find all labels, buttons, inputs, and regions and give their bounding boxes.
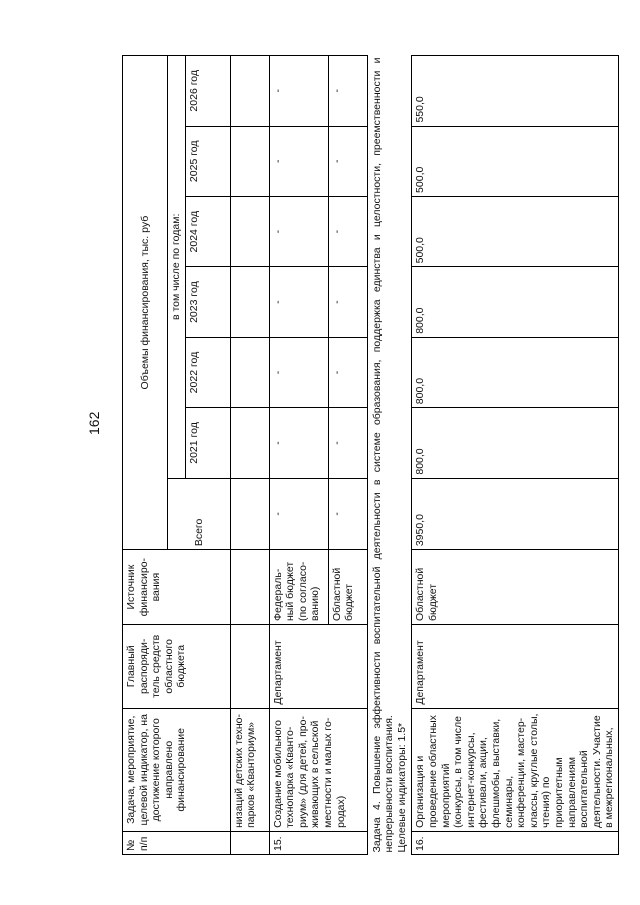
row-num: 15. (269, 831, 367, 854)
table-row-16 (412, 56, 619, 855)
header-year: 2026 год (185, 56, 230, 127)
cell-2022: - (328, 337, 367, 407)
row-source: Областной бюджет (412, 550, 619, 625)
header-num: № п/п (123, 831, 231, 854)
cell-2022: - (269, 337, 328, 407)
header-volumes: Объемы финансирования, тыс. руб (123, 56, 168, 550)
task4-indicators: Целевые индикаторы: 1.5* (395, 722, 408, 853)
row-num: 16. (412, 831, 619, 854)
header-task: Задача, мероприятие, целевой индикатор, на достижение которого направлено финансирование (123, 708, 231, 831)
cell-2025: - (328, 126, 367, 196)
table-row-continued (230, 56, 269, 855)
header-year: 2024 год (185, 196, 230, 266)
cell-2026: 550,0 (412, 56, 619, 127)
row-text: Создание мобильного технопарка «Кванто-риум» (для детей, про-живающих в сельской местности и малых го-родах) (269, 708, 367, 831)
cell-total: 3950,0 (412, 478, 619, 550)
cell-2025: - (269, 126, 328, 196)
row-manager: Департамент (269, 625, 367, 709)
cell-2025: 500,0 (412, 126, 619, 196)
header-total: Всего (168, 478, 231, 550)
cell-2026: - (269, 56, 328, 127)
cell-total: - (269, 478, 328, 550)
row-source: Областной бюджет (328, 550, 367, 625)
task4-cell (367, 56, 412, 855)
cell-2023: - (269, 267, 328, 337)
header-year: 2023 год (185, 267, 230, 337)
header-source: Источник финансиро-вания (123, 550, 231, 625)
header-manager: Главный распоряди-тель средств областного бюджета (123, 625, 231, 709)
cell-2026: - (328, 56, 367, 127)
row-text: низаций детских техно-парков «Кванториум» (230, 708, 269, 831)
header-by-years: в том числе по годам: (168, 56, 186, 479)
rotated-table-wrapper (122, 55, 616, 855)
cell-2022: 800,0 (412, 337, 619, 407)
row-source: Федераль-ный бюджет (по согласо-ванию) (269, 550, 328, 625)
financing-table (122, 55, 619, 855)
cell-2021: 800,0 (412, 408, 619, 478)
header-row-1 (123, 56, 168, 855)
cell-2024: - (328, 196, 367, 266)
row-text: Организация и проведение областных мероприятий (конкурсы, в том числе интернет-конкурсы, фестивали, акции, флешмобы, выставки, семинары, конференции, мастер-классы, круглые столы, чтения) по приоритетным направлениям воспитательной деятельности. Участие в межрегиональных, (412, 708, 619, 831)
header-year: 2022 год (185, 337, 230, 407)
page-number: 162 (86, 411, 102, 435)
cell-2021: - (328, 408, 367, 478)
header-year: 2025 год (185, 126, 230, 196)
row-manager: Департамент (412, 625, 619, 709)
table-row-15a (269, 56, 328, 855)
header-year: 2021 год (185, 408, 230, 478)
cell-2023: 800,0 (412, 267, 619, 337)
cell-2021: - (269, 408, 328, 478)
task4-text: Задача 4. Повышение эффективности воспитательной деятельности в системе образования, поддержка единства и целостности, преемственности и непрерывности воспитания. (370, 57, 396, 853)
cell-total: - (328, 478, 367, 550)
cell-2024: - (269, 196, 328, 266)
cell-2023: - (328, 267, 367, 337)
cell-2024: 500,0 (412, 196, 619, 266)
task4-row (367, 56, 412, 855)
